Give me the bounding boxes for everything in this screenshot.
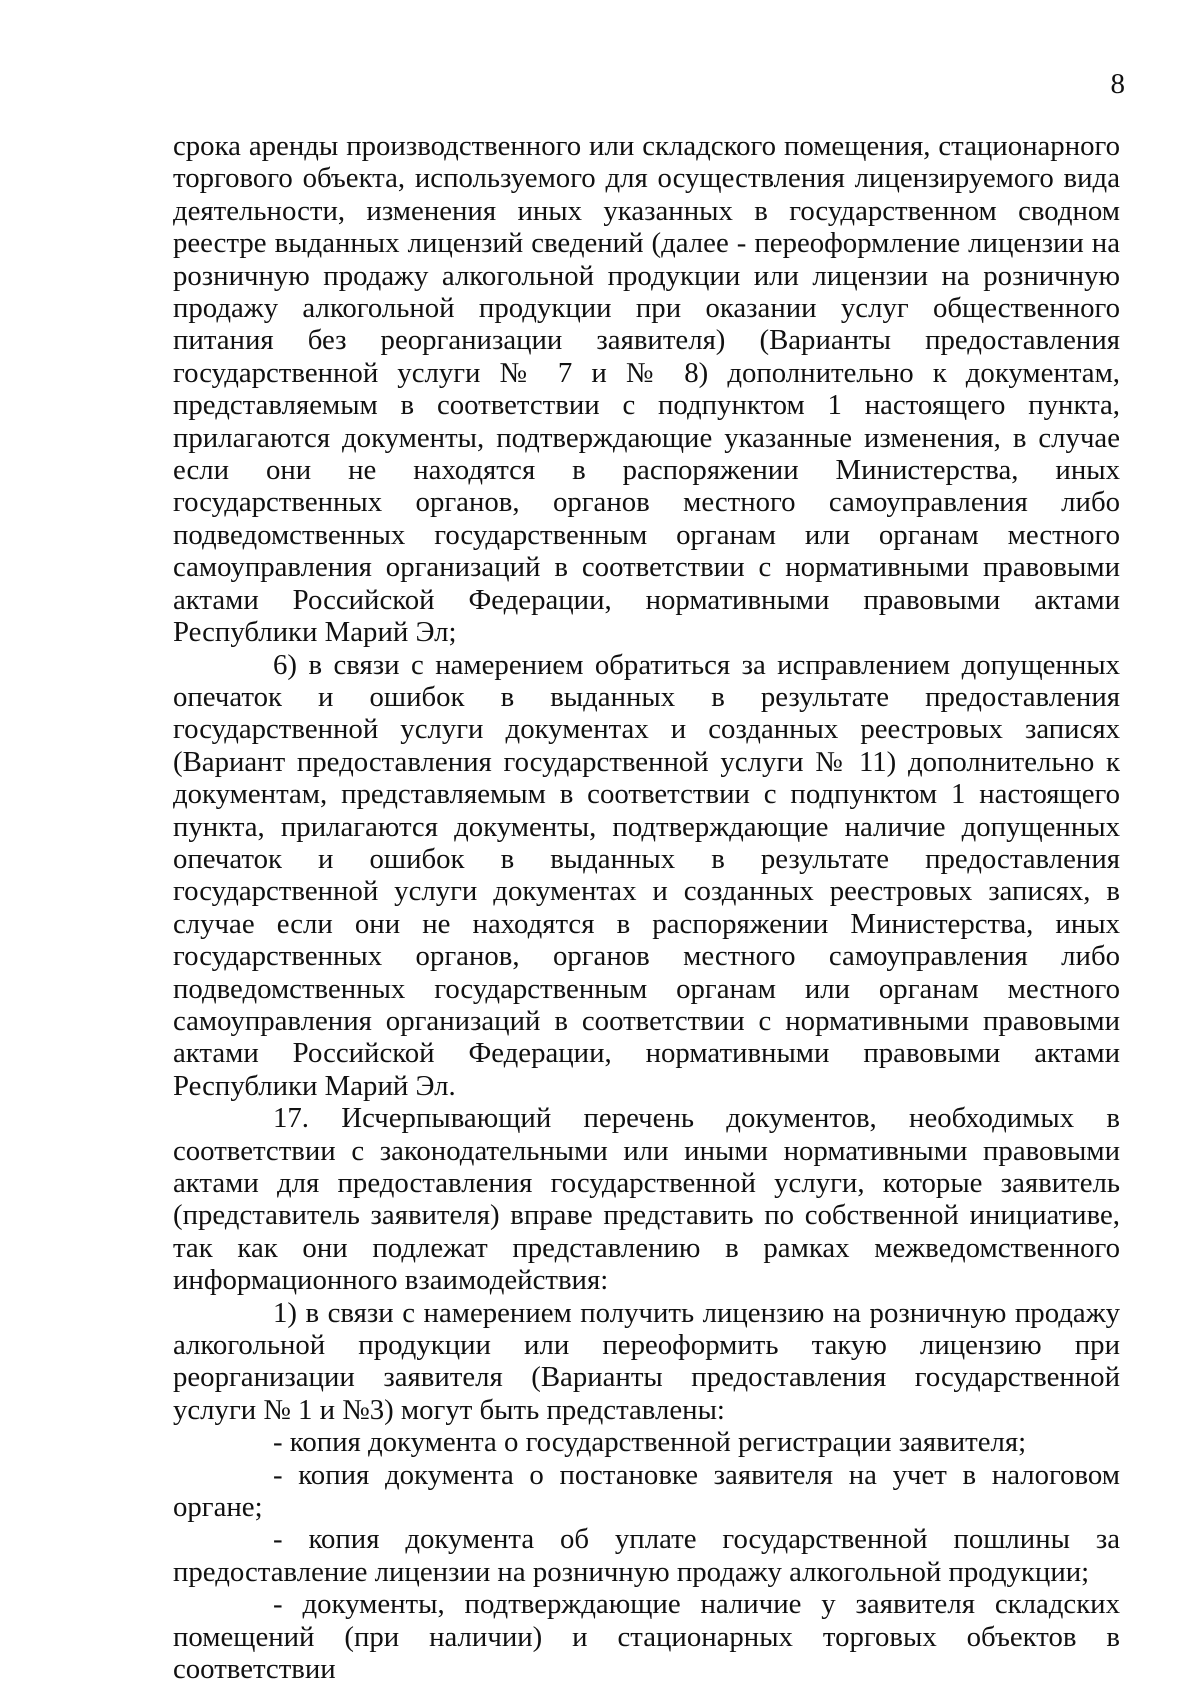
paragraph-section-17: 17. Исчерпывающий перечень документов, необходимых в соответствии с законодательными или иными нормативными правовыми актами для предоставления государственной услуги, которые заявитель (представитель заявителя) вправе представить по собственной инициативе, так как они подлежат представлению в рамках межведомственного информационного взаимодействия: [173,1102,1120,1297]
document-body [173,130,1120,1686]
list-item: - копия документа о постановке заявителя на учет в налоговом органе; [173,1458,1120,1524]
list-item: - копия документа об уплате государственной пошлины за предоставление лицензии на розничную продажу алкогольной продукции; [173,1523,1120,1588]
paragraph-item-6: 6) в связи с намерением обратиться за исправлением допущенных опечаток и ошибок в выданных в результате предоставления государственной услуги документах и созданных реестровых записях (Вариант предоставления государственной услуги № 11) дополнительно к документам, представляемым в соответствии с подпунктом 1 настоящего пункта, прилагаются документы, подтверждающие наличие допущенных опечаток и ошибок в выданных в результате предоставления государственной услуги документах и созданных реестровых записях, в случае если они не находятся в распоряжении Министерства, иных государственных органов, органов местного самоуправления либо подведомственных государственным органам или органам местного самоуправления организаций в соответствии с нормативными правовыми актами Российской Федерации, нормативными правовыми актами Республики Марий Эл. [173,648,1120,1102]
list-item: - копия документа о государственной регистрации заявителя; [273,1426,1027,1459]
paragraph-continuation: срока аренды производственного или складского помещения, стационарного торгового объекта, используемого для осуществления лицензируемого вида деятельности, изменения иных указанных в государственном сводном реестре выданных лицензий сведений (далее - переоформление лицензии на розничную продажу алкогольной продукции или лицензии на розничную продажу алкогольной продукции при оказании услуг общественного питания без реорганизации заявителя) (Варианты предоставления государственной услуги № 7 и № 8) дополнительно к документам, представляемым в соответствии с подпунктом 1 настоящего пункта, прилагаются документы, подтверждающие указанные изменения, в случае если они не находятся в распоряжении Министерства, иных государственных органов, органов местного самоуправления либо подведомственных государственным органам или органам местного самоуправления организаций в соответствии с нормативными правовыми актами Российской Федерации, нормативными правовыми актами Республики Марий Эл; [173,130,1120,649]
page-number: 8 [1110,68,1125,100]
list-item: - документы, подтверждающие наличие у заявителя складских помещений (при наличии) и стационарных торговых объектов в соответствии [173,1588,1120,1686]
paragraph-item-1: 1) в связи с намерением получить лицензию на розничную продажу алкогольной продукции или переоформить такую лицензию при реорганизации заявителя (Варианты предоставления государственной услуги № 1 и №3) могут быть представлены: [173,1296,1120,1426]
